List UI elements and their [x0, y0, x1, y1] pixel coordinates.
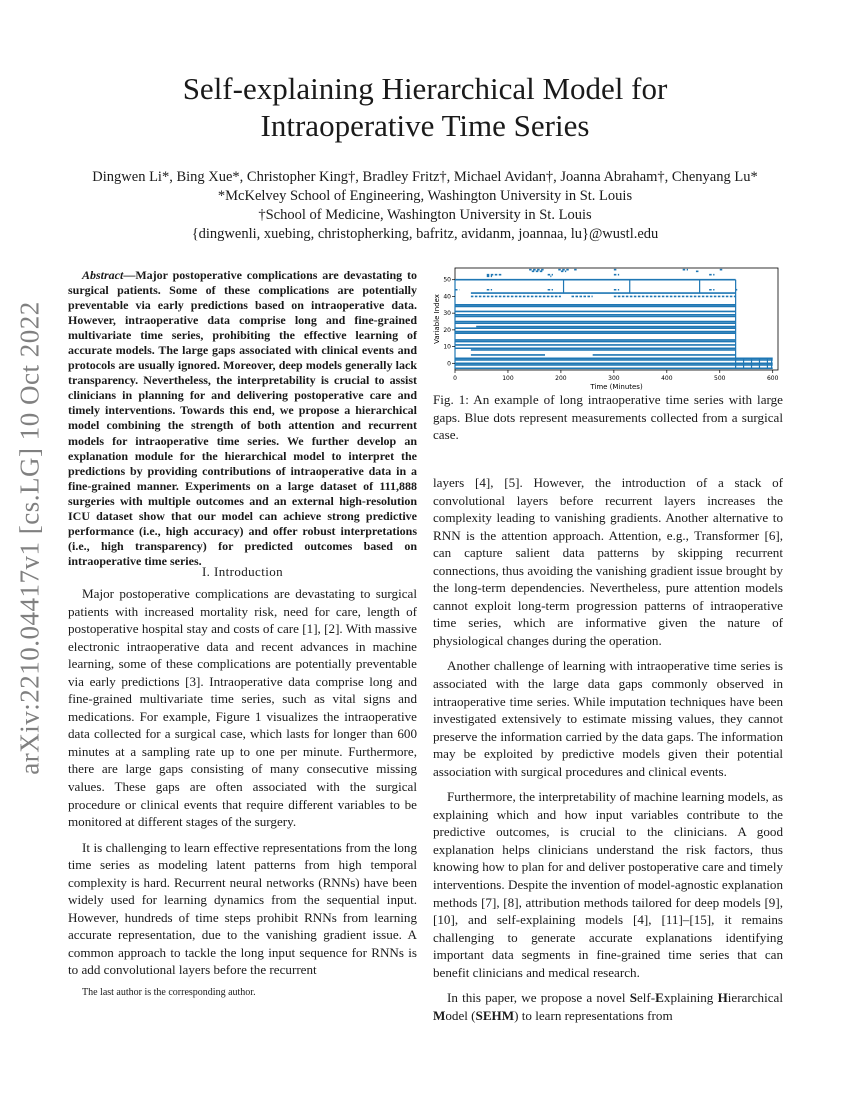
paragraph: layers [4], [5]. However, the introduction of a stack of convolutional layers before recurrent layers increases the complexity leading to vanishing gradients. Another alternative to RNN is the attention approach. Attention, e.g., Transformer [6], can capture salient data patterns by skipping recurrent connections, thus avoiding the vanishing gradient issue brought by the long-term dependencies. Nevertheless, pure attention models cannot exploit long-term progression patterns of intraoperative time series, which are informative given the nature of physiological changes during the operation. [433, 475, 783, 648]
paragraph-sehm: In this paper, we propose a novel Self-Explaining Hierarchical Model (SEHM) to learn representations from [433, 990, 783, 1023]
paragraph: Furthermore, the interpretability of machine learning models, as explaining which and how input variables contribute to the predictive outcomes, is crucial to the clinicians. A good explanation helps clinicians understand the risk factors, thus knowing how to plan for and deliver postoperative care and timely interventions. Despite the invention of model-agnostic explanation methods [7], [8], attribution methods tailored for deep models [9], [10], and self-explaining models [4], [11]–[15], it remains challenging to generate accurate explanations identifying important data segments in fine-grained time series that can benefit clinicians and medical research. [433, 789, 783, 980]
author-block [0, 168, 850, 244]
title-line-2: Intraoperative Time Series [260, 108, 590, 143]
y-tick-label: 10 [443, 343, 451, 351]
footnote: The last author is the corresponding author. [82, 987, 256, 998]
author-emails: {dingwenli, xuebing, christopherking, bafritz, avidanm, joannaa, lu}@wustl.edu [191, 226, 659, 242]
x-tick-label: 600 [766, 375, 779, 382]
y-tick-label: 30 [443, 310, 451, 318]
abstract [68, 268, 417, 569]
y-tick-label: 50 [443, 276, 451, 284]
abstract-label: Abstract [82, 268, 124, 282]
title-line-1: Self-explaining Hierarchical Model for [182, 71, 668, 106]
figure-1 [433, 262, 783, 390]
y-tick-label: 0 [447, 360, 451, 368]
left-column-body [68, 585, 417, 979]
x-tick-label: 200 [555, 375, 567, 382]
paragraph: Another challenge of learning with intraoperative time series is associated with the large data gaps commonly observed in intraoperative time series. While imputation techniques have been investigated extensively to estimate missing values, they cannot preserve the information carried by the data gaps. The information may be exploited by predictive models given their potential association with surgical procedures and clinical events. [433, 658, 783, 779]
x-tick-label: 500 [714, 375, 726, 382]
paragraph: It is challenging to learn effective representations from the long time series as modeling latent patterns from high temporal complexity is hard. Recurrent neural networks (RNNs) have been widely used for learning dynamics from the sequential input. However, hundreds of time steps prohibit RNNs from learning accurate representation, due to the vanishing gradient issue. A common approach to tackle the long input sequence for RNNs is to add convolutional layers before the recurrent [68, 839, 417, 978]
affiliation-engineering: *McKelvey School of Engineering, Washington University in St. Louis [217, 188, 633, 204]
x-tick-label: 100 [502, 375, 514, 382]
y-tick-label: 20 [443, 326, 451, 334]
x-tick-label: 0 [453, 375, 457, 382]
abstract-text: —Major postoperative complications are devastating to surgical patients. Some of these complications are potentially preventable via early predictions based on intraoperative data. However, intraoperative data comprise long and fine-grained multivariate time series, prohibiting the effective learning of accurate models. The large gaps associated with clinical events and protocols are usually ignored. Moreover, deep models generally lack transparency. Nevertheless, the interpretability is crucial to assist clinicians in planning for and delivering postoperative care and timely interventions. Towards this end, we propose a hierarchical model combining the strength of both attention and recurrent models for intraoperative time series. We further develop an explanation module for the hierarchical model to interpret the predictions by providing contributions of intraoperative data in a fine-grained manner. Experiments on a large dataset of 111,888 surgeries with multiple outcomes and an external high-resolution ICU dataset show that our model can achieve strong predictive performance (i.e., high accuracy) and offer robust interpretations (i.e., high transparency) for predicted outcomes based on intraoperative time series. [68, 268, 417, 568]
x-tick-label: 400 [661, 375, 673, 382]
y-tick-label: 40 [443, 293, 451, 301]
paragraph: Major postoperative complications are devastating to surgical patients with increased mortality risk, need for care, length of postoperative hospital stay and costs of care [1], [2]. With massive electronic intraoperative data and recent advances in machine learning, some of these complications are potentially preventable via early predictions [3]. Intraoperative data comprise long and fine-grained multivariate time series, such as vital signs and medications. For example, Figure 1 visualizes the intraoperative data collected for a surgical case, which lasts for longer than 600 minutes at a sampling rate up to one per minute. Furthermore, there are large gaps consisting of many consecutive missing values. These gaps are often associated with the surgical procedure or clinical events that require different variables to be monitored at different stages of the surgery. [68, 586, 417, 830]
right-column-body [433, 474, 783, 1024]
figure-caption: Fig. 1: An example of long intraoperative time series with large gaps. Blue dots represent measurements collected from a surgical case. [433, 392, 783, 442]
author-list: Dingwen Li*, Bing Xue*, Christopher King†, Bradley Fritz†, Michael Avidan†, Joanna Abraham†, Chenyang Lu* [92, 169, 758, 185]
time-series-chart [433, 262, 783, 390]
x-tick-label: 300 [608, 375, 620, 382]
section-heading: I. Introduction [201, 564, 284, 579]
y-axis-label: Variable Index [433, 294, 441, 344]
arxiv-watermark [6, 285, 54, 790]
paper-title [0, 70, 850, 144]
x-axis-label: Time (Minutes) [590, 383, 643, 390]
affiliation-medicine: †School of Medicine, Washington University in St. Louis [258, 207, 592, 223]
arxiv-id: arXiv:2210.04417v1 [cs.LG] 10 Oct 2022 [14, 300, 45, 775]
